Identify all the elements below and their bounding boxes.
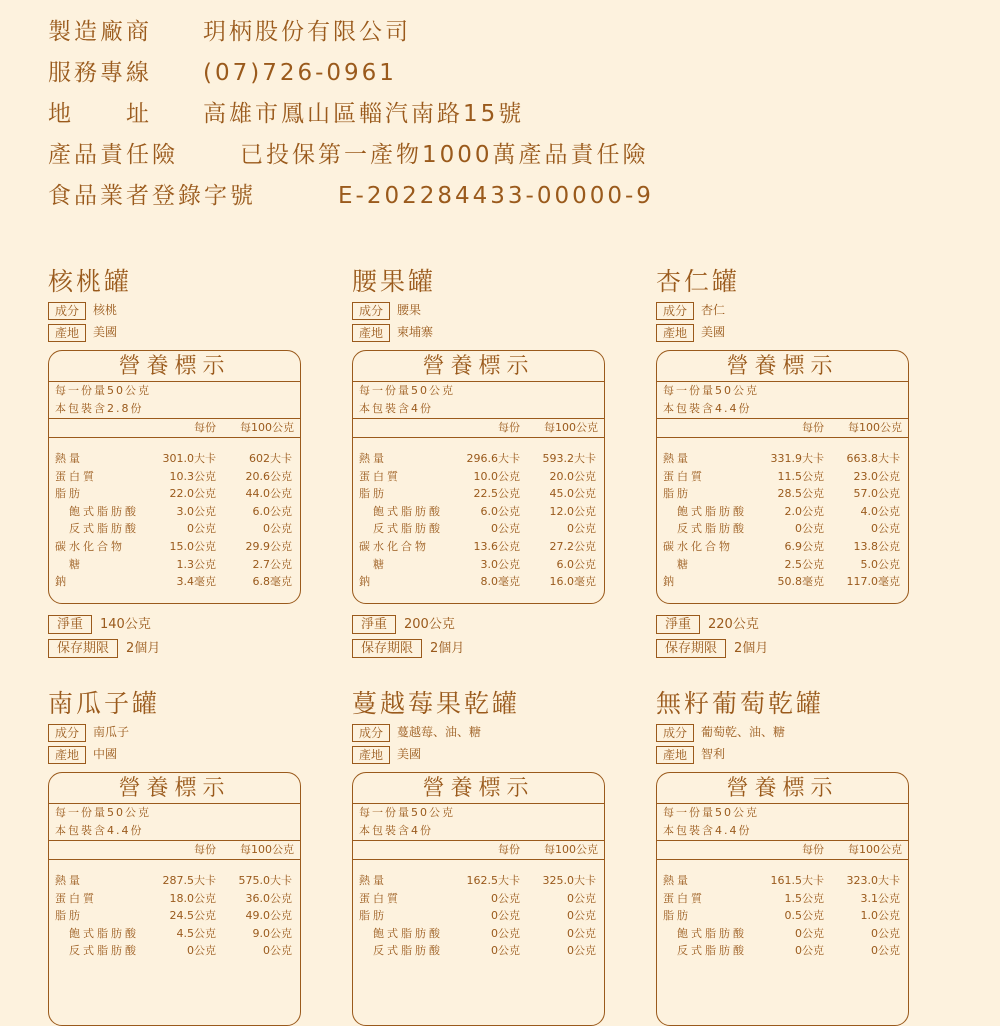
value-per-100g: 23.0公克 [853, 469, 900, 483]
ingredients-value: 南瓜子 [93, 725, 130, 739]
nutrition-title: 營養標示 [353, 773, 604, 804]
value-per-serving: 6.0公克 [480, 504, 520, 518]
nutrition-panel [48, 350, 301, 604]
value-per-serving: 0公克 [795, 926, 824, 940]
value-per-100g: 117.0毫克 [846, 575, 900, 589]
col-per-serving: 每份 [802, 843, 824, 856]
shelf-life-value: 2個月 [734, 641, 769, 656]
value-per-serving: 331.9大卡 [770, 452, 824, 465]
row-trans-fat [49, 942, 300, 960]
column-header [49, 841, 300, 860]
value-per-100g: 20.6公克 [245, 469, 292, 483]
shelf-life-tag: 保存期限 [48, 639, 118, 658]
value-per-serving: 1.3公克 [176, 557, 216, 571]
serving-size: 每一份量50公克 [359, 384, 455, 397]
servings-per-pack: 本包裝含4份 [359, 402, 433, 415]
value-per-serving: 3.4毫克 [176, 575, 216, 589]
manufacturer-value: 玥柄股份有限公司 [203, 19, 411, 45]
product-name: 核桃罐 [48, 267, 133, 296]
product-name: 蔓越莓果乾罐 [352, 689, 521, 718]
origin-value: 美國 [93, 325, 118, 339]
manufacturer-row [48, 15, 411, 49]
nutrient-name: 熱量 [359, 874, 387, 887]
row-sugar [353, 556, 604, 574]
nutrition-title: 營養標示 [353, 351, 604, 382]
nutrition-panel [352, 350, 605, 604]
col-per-100g: 每100公克 [848, 843, 902, 856]
ingredients-value: 杏仁 [701, 303, 726, 317]
value-per-100g: 0公克 [871, 926, 900, 940]
row-trans-fat [657, 520, 908, 538]
servings-per-pack: 本包裝含4份 [359, 824, 433, 837]
row-fat [657, 485, 908, 503]
value-per-100g: 0公克 [263, 522, 292, 536]
value-per-100g: 45.0公克 [549, 487, 596, 501]
value-per-serving: 1.5公克 [784, 891, 824, 905]
value-per-serving: 0公克 [795, 944, 824, 958]
value-per-serving: 18.0公克 [169, 891, 216, 905]
row-protein [49, 468, 300, 486]
ingredients-tag: 成分 [48, 302, 86, 320]
nutrition-panel [48, 772, 301, 1026]
ingredients-value: 葡萄乾、油、糖 [701, 725, 786, 739]
origin-value: 美國 [397, 747, 422, 761]
value-per-serving: 0公克 [187, 522, 216, 536]
serving-size: 每一份量50公克 [359, 806, 455, 819]
nutrient-name: 熱量 [55, 452, 83, 465]
product-name: 腰果罐 [352, 267, 437, 296]
row-carbohydrate [657, 538, 908, 556]
row-protein [353, 890, 604, 908]
net-weight-tag: 淨重 [352, 615, 396, 634]
nutrient-name: 糖 [69, 557, 83, 571]
nutrient-name: 飽式脂肪酸 [373, 504, 443, 518]
value-per-100g: 27.2公克 [549, 539, 596, 553]
origin-line [352, 744, 612, 764]
value-per-serving: 296.6大卡 [466, 452, 520, 465]
value-per-100g: 602大卡 [249, 452, 292, 465]
origin-line [352, 322, 612, 342]
service-line-value: (07)726-0961 [203, 60, 397, 86]
origin-tag: 產地 [352, 746, 390, 764]
value-per-100g: 57.0公克 [853, 487, 900, 501]
value-per-100g: 44.0公克 [245, 487, 292, 501]
value-per-100g: 36.0公克 [245, 891, 292, 905]
shelf-life-line [352, 638, 464, 660]
row-sodium [353, 573, 604, 591]
value-per-100g: 4.0公克 [860, 504, 900, 518]
servings-per-pack: 本包裝含4.4份 [663, 402, 752, 415]
value-per-serving: 0公克 [187, 944, 216, 958]
product-name: 無籽葡萄乾罐 [656, 689, 825, 718]
value-per-100g: 12.0公克 [549, 504, 596, 518]
row-sodium [657, 573, 908, 591]
servings-per-pack: 本包裝含4.4份 [663, 824, 752, 837]
value-per-serving: 162.5大卡 [466, 874, 520, 887]
value-per-serving: 3.0公克 [176, 504, 216, 518]
value-per-serving: 50.8毫克 [777, 575, 824, 589]
row-saturated-fat [49, 925, 300, 943]
registration-number-row [48, 179, 654, 213]
value-per-100g: 49.0公克 [245, 909, 292, 923]
value-per-100g: 5.0公克 [860, 557, 900, 571]
col-per-100g: 每100公克 [240, 421, 294, 434]
nutrient-name: 熱量 [55, 874, 83, 887]
value-per-100g: 593.2大卡 [542, 452, 596, 465]
nutrient-name: 鈉 [663, 575, 677, 589]
nutrient-name: 飽式脂肪酸 [69, 926, 139, 940]
value-per-serving: 0公克 [491, 944, 520, 958]
net-weight-value: 140公克 [100, 617, 151, 632]
value-per-100g: 0公克 [263, 944, 292, 958]
serving-size: 每一份量50公克 [663, 384, 759, 397]
nutrient-name: 脂肪 [55, 487, 83, 501]
column-header [657, 419, 908, 438]
address-value: 高雄市鳳山區輜汽南路15號 [203, 101, 525, 127]
ingredients-line [48, 300, 308, 320]
row-trans-fat [353, 942, 604, 960]
product-cashew [352, 266, 612, 656]
value-per-100g: 20.0公克 [549, 469, 596, 483]
col-per-100g: 每100公克 [240, 843, 294, 856]
value-per-serving: 28.5公克 [777, 487, 824, 501]
value-per-serving: 8.0毫克 [480, 575, 520, 589]
origin-line [656, 322, 916, 342]
row-calories [353, 872, 604, 890]
nutrient-name: 反式脂肪酸 [69, 944, 139, 958]
serving-size: 每一份量50公克 [55, 384, 151, 397]
value-per-100g: 325.0大卡 [542, 874, 596, 887]
value-per-serving: 3.0公克 [480, 557, 520, 571]
nutrient-name: 脂肪 [663, 909, 691, 923]
nutrition-panel [656, 350, 909, 604]
row-calories [49, 872, 300, 890]
row-fat [49, 907, 300, 925]
row-saturated-fat [353, 925, 604, 943]
value-per-serving: 301.0大卡 [162, 452, 216, 465]
row-sodium [49, 573, 300, 591]
row-saturated-fat [657, 925, 908, 943]
net-weight-line [656, 614, 759, 636]
value-per-100g: 2.7公克 [252, 557, 292, 571]
address-row [48, 97, 524, 131]
value-per-100g: 9.0公克 [252, 926, 292, 940]
value-per-100g: 6.0公克 [252, 504, 292, 518]
shelf-life-value: 2個月 [126, 641, 161, 656]
value-per-100g: 6.0公克 [556, 557, 596, 571]
value-per-serving: 0公克 [795, 522, 824, 536]
col-per-100g: 每100公克 [848, 421, 902, 434]
origin-value: 美國 [701, 325, 726, 339]
ingredients-line [48, 722, 308, 742]
nutrient-name: 脂肪 [663, 487, 691, 501]
origin-tag: 產地 [656, 746, 694, 764]
row-protein [353, 468, 604, 486]
origin-line [656, 744, 916, 764]
row-trans-fat [353, 520, 604, 538]
row-calories [657, 450, 908, 468]
registration-number-value: E-202284433-00000-9 [338, 183, 654, 209]
ingredients-value: 腰果 [397, 303, 422, 317]
product-name: 南瓜子罐 [48, 689, 161, 718]
value-per-100g: 0公克 [567, 522, 596, 536]
nutrient-name: 反式脂肪酸 [373, 944, 443, 958]
value-per-100g: 16.0毫克 [549, 575, 596, 589]
ingredients-value: 核桃 [93, 303, 118, 317]
row-calories [657, 872, 908, 890]
nutrition-title: 營養標示 [49, 773, 300, 804]
value-per-100g: 0公克 [871, 522, 900, 536]
row-calories [353, 450, 604, 468]
row-saturated-fat [49, 503, 300, 521]
product-raisin [656, 688, 916, 958]
nutrient-name: 糖 [373, 557, 387, 571]
value-per-100g: 29.9公克 [245, 539, 292, 553]
col-per-100g: 每100公克 [544, 421, 598, 434]
row-calories [49, 450, 300, 468]
row-trans-fat [657, 942, 908, 960]
value-per-100g: 0公克 [567, 891, 596, 905]
row-sugar [49, 556, 300, 574]
row-protein [657, 468, 908, 486]
ingredients-line [656, 300, 916, 320]
nutrient-name: 蛋白質 [55, 891, 97, 905]
value-per-serving: 0公克 [491, 909, 520, 923]
ingredients-line [352, 300, 612, 320]
origin-line [48, 744, 308, 764]
row-protein [49, 890, 300, 908]
net-weight-line [48, 614, 151, 636]
column-header [49, 419, 300, 438]
value-per-serving: 0公克 [491, 891, 520, 905]
row-carbohydrate [353, 538, 604, 556]
row-fat [353, 485, 604, 503]
value-per-100g: 3.1公克 [860, 891, 900, 905]
ingredients-line [352, 722, 612, 742]
origin-tag: 產地 [656, 324, 694, 342]
nutrient-name: 脂肪 [55, 909, 83, 923]
value-per-serving: 10.3公克 [169, 469, 216, 483]
value-per-serving: 15.0公克 [169, 539, 216, 553]
value-per-serving: 161.5大卡 [770, 874, 824, 887]
liability-insurance-value: 已投保第一產物1000萬產品責任險 [240, 142, 649, 168]
liability-insurance-row [48, 138, 649, 172]
nutrition-title: 營養標示 [657, 351, 908, 382]
ingredients-tag: 成分 [48, 724, 86, 742]
nutrient-name: 熱量 [359, 452, 387, 465]
ingredients-tag: 成分 [352, 724, 390, 742]
ingredients-tag: 成分 [352, 302, 390, 320]
nutrient-name: 蛋白質 [55, 469, 97, 483]
nutrient-name: 熱量 [663, 874, 691, 887]
nutrition-title: 營養標示 [49, 351, 300, 382]
row-saturated-fat [657, 503, 908, 521]
value-per-serving: 287.5大卡 [162, 874, 216, 887]
value-per-100g: 0公克 [567, 944, 596, 958]
service-line-label: 服務專線 [48, 60, 152, 86]
nutrient-name: 蛋白質 [359, 469, 401, 483]
value-per-serving: 2.5公克 [784, 557, 824, 571]
nutrient-name: 蛋白質 [663, 891, 705, 905]
net-weight-value: 220公克 [708, 617, 759, 632]
value-per-serving: 2.0公克 [784, 504, 824, 518]
value-per-serving: 22.0公克 [169, 487, 216, 501]
nutrient-name: 熱量 [663, 452, 691, 465]
row-protein [657, 890, 908, 908]
origin-tag: 產地 [48, 746, 86, 764]
column-header [353, 419, 604, 438]
shelf-life-line [656, 638, 768, 660]
serving-size: 每一份量50公克 [663, 806, 759, 819]
service-line-row [48, 56, 397, 90]
product-cranberry [352, 688, 612, 958]
value-per-serving: 6.9公克 [784, 539, 824, 553]
row-fat [657, 907, 908, 925]
product-almond [656, 266, 916, 656]
nutrient-name: 飽式脂肪酸 [677, 504, 747, 518]
address-label: 地 址 [48, 101, 152, 127]
nutrient-name: 反式脂肪酸 [69, 522, 139, 536]
value-per-100g: 323.0大卡 [846, 874, 900, 887]
col-per-serving: 每份 [194, 843, 216, 856]
value-per-100g: 13.8公克 [853, 539, 900, 553]
shelf-life-tag: 保存期限 [352, 639, 422, 658]
nutrient-name: 蛋白質 [359, 891, 401, 905]
origin-value: 中國 [93, 747, 118, 761]
net-weight-tag: 淨重 [656, 615, 700, 634]
col-per-100g: 每100公克 [544, 843, 598, 856]
nutrient-name: 鈉 [55, 575, 69, 589]
nutrient-name: 碳水化合物 [55, 539, 125, 553]
row-carbohydrate [49, 538, 300, 556]
nutrient-name: 反式脂肪酸 [677, 944, 747, 958]
value-per-100g: 0公克 [871, 944, 900, 958]
col-per-serving: 每份 [498, 421, 520, 434]
origin-value: 柬埔寨 [397, 325, 434, 339]
shelf-life-line [48, 638, 160, 660]
servings-per-pack: 本包裝含2.8份 [55, 402, 144, 415]
value-per-serving: 11.5公克 [777, 469, 824, 483]
row-saturated-fat [353, 503, 604, 521]
shelf-life-tag: 保存期限 [656, 639, 726, 658]
value-per-serving: 22.5公克 [473, 487, 520, 501]
col-per-serving: 每份 [498, 843, 520, 856]
origin-line [48, 322, 308, 342]
nutrient-name: 飽式脂肪酸 [677, 926, 747, 940]
nutrient-name: 飽式脂肪酸 [373, 926, 443, 940]
nutrient-name: 碳水化合物 [663, 539, 733, 553]
nutrient-name: 糖 [677, 557, 691, 571]
col-per-serving: 每份 [194, 421, 216, 434]
value-per-serving: 13.6公克 [473, 539, 520, 553]
row-sugar [657, 556, 908, 574]
nutrient-name: 反式脂肪酸 [373, 522, 443, 536]
nutrient-name: 反式脂肪酸 [677, 522, 747, 536]
origin-value: 智利 [701, 747, 726, 761]
product-pumpkin-seed [48, 688, 308, 958]
serving-size: 每一份量50公克 [55, 806, 151, 819]
nutrient-name: 飽式脂肪酸 [69, 504, 139, 518]
nutrient-name: 蛋白質 [663, 469, 705, 483]
nutrition-panel [656, 772, 909, 1026]
liability-insurance-label: 產品責任險 [48, 142, 178, 168]
shelf-life-value: 2個月 [430, 641, 465, 656]
value-per-serving: 0公克 [491, 926, 520, 940]
value-per-serving: 10.0公克 [473, 469, 520, 483]
nutrition-panel [352, 772, 605, 1026]
product-walnut [48, 266, 308, 656]
registration-number-label: 食品業者登錄字號 [48, 183, 256, 209]
col-per-serving: 每份 [802, 421, 824, 434]
value-per-serving: 0.5公克 [784, 909, 824, 923]
servings-per-pack: 本包裝含4.4份 [55, 824, 144, 837]
origin-tag: 產地 [48, 324, 86, 342]
value-per-100g: 6.8毫克 [252, 575, 292, 589]
row-trans-fat [49, 520, 300, 538]
value-per-serving: 24.5公克 [169, 909, 216, 923]
ingredients-line [656, 722, 916, 742]
column-header [657, 841, 908, 860]
nutrient-name: 碳水化合物 [359, 539, 429, 553]
net-weight-line [352, 614, 455, 636]
value-per-serving: 4.5公克 [176, 926, 216, 940]
value-per-serving: 0公克 [491, 522, 520, 536]
net-weight-tag: 淨重 [48, 615, 92, 634]
row-fat [353, 907, 604, 925]
value-per-100g: 1.0公克 [860, 909, 900, 923]
nutrient-name: 鈉 [359, 575, 373, 589]
nutrient-name: 脂肪 [359, 909, 387, 923]
value-per-100g: 663.8大卡 [846, 452, 900, 465]
row-fat [49, 485, 300, 503]
ingredients-value: 蔓越莓、油、糖 [397, 725, 482, 739]
value-per-100g: 0公克 [567, 909, 596, 923]
value-per-100g: 0公克 [567, 926, 596, 940]
nutrition-title: 營養標示 [657, 773, 908, 804]
net-weight-value: 200公克 [404, 617, 455, 632]
value-per-100g: 575.0大卡 [238, 874, 292, 887]
origin-tag: 產地 [352, 324, 390, 342]
ingredients-tag: 成分 [656, 302, 694, 320]
ingredients-tag: 成分 [656, 724, 694, 742]
product-name: 杏仁罐 [656, 267, 741, 296]
column-header [353, 841, 604, 860]
manufacturer-label: 製造廠商 [48, 19, 152, 45]
nutrient-name: 脂肪 [359, 487, 387, 501]
